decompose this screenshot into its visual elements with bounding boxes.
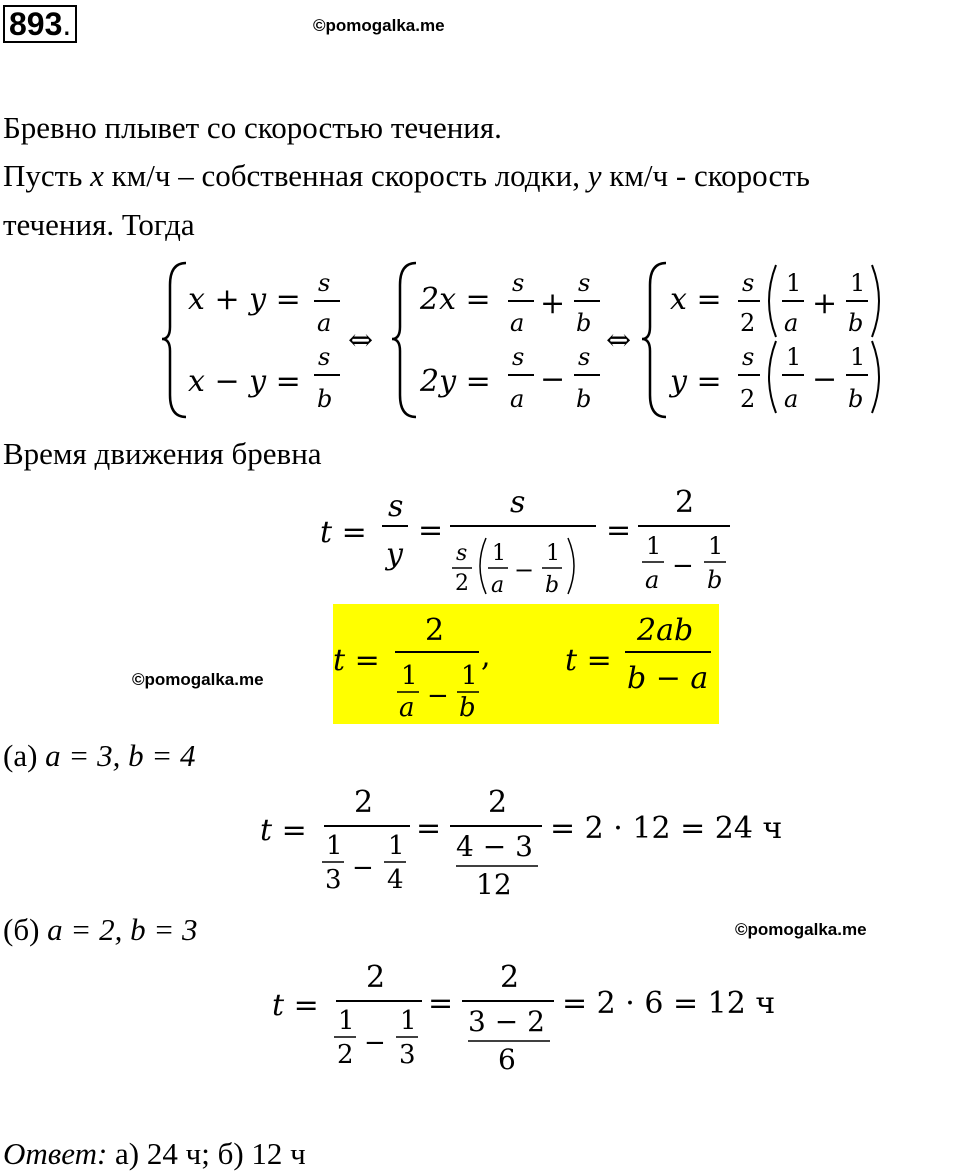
svg-text:−: −	[812, 362, 838, 397]
svg-text:b: b	[848, 309, 864, 337]
answer: Ответ: а) 24 ч; б) 12 ч	[3, 1136, 306, 1171]
svg-text:−: −	[672, 551, 694, 581]
svg-text:s: s	[742, 343, 755, 371]
watermark-top: ©pomogalka.me	[313, 16, 445, 35]
sys1-eq2-num: s	[318, 343, 331, 371]
log-time-heading: Время движения бревна	[3, 436, 322, 471]
svg-text:=: =	[418, 513, 444, 548]
svg-text:2: 2	[740, 385, 756, 413]
svg-text:3: 3	[399, 1040, 416, 1070]
svg-text:t =: t =	[272, 988, 319, 1023]
sys1-eq1-lhs: x + y =	[188, 282, 301, 317]
svg-text:2: 2	[455, 571, 469, 596]
sys1-eq1-den: a	[317, 309, 332, 337]
svg-text:s: s	[388, 489, 404, 524]
svg-text:1: 1	[338, 1006, 355, 1036]
watermark-bottom: ©pomogalka.me	[735, 920, 867, 939]
svg-text:1: 1	[786, 343, 802, 371]
svg-text:2: 2	[488, 785, 508, 820]
svg-text:2: 2	[425, 613, 445, 648]
svg-text:b: b	[576, 309, 592, 337]
svg-text:t =: t =	[320, 515, 367, 550]
svg-text:= 2 · 6 = 12 ч: = 2 · 6 = 12 ч	[562, 986, 776, 1021]
svg-text:1: 1	[786, 269, 802, 297]
svg-text:−: −	[514, 556, 535, 584]
sys1-eq1-num: s	[318, 269, 331, 297]
svg-text:a: a	[510, 309, 525, 337]
svg-text:s: s	[742, 269, 755, 297]
svg-text:a: a	[784, 385, 799, 413]
svg-text:1: 1	[850, 269, 866, 297]
svg-text:a: a	[645, 566, 660, 594]
svg-text:1: 1	[401, 661, 418, 691]
svg-text:2: 2	[740, 309, 756, 337]
svg-text:1: 1	[546, 541, 560, 566]
svg-text:=: =	[606, 513, 632, 548]
svg-text:b: b	[459, 693, 476, 723]
svg-text:=: =	[428, 986, 454, 1021]
case-b-condition: (б) a = 2, b = 3	[3, 912, 198, 947]
svg-text:2: 2	[500, 960, 520, 995]
svg-text:y: y	[386, 537, 403, 572]
svg-text:b − a: b − a	[627, 661, 709, 696]
svg-text:a: a	[784, 309, 799, 337]
svg-text:2: 2	[337, 1040, 354, 1070]
svg-text:2: 2	[366, 960, 386, 995]
time-formula	[300, 478, 760, 602]
svg-text:−: −	[427, 681, 449, 711]
svg-text:a: a	[399, 693, 415, 723]
svg-text:b: b	[707, 566, 723, 594]
calc-a-formula	[250, 780, 810, 904]
svg-text:b: b	[545, 573, 560, 598]
text-line-2: Пусть x км/ч – собственная скорость лодки, y км/ч - скорость	[3, 158, 810, 193]
svg-text:,: ,	[481, 639, 491, 674]
svg-text:= 2 · 12 = 24 ч: = 2 · 12 = 24 ч	[550, 811, 783, 846]
svg-text:2ab: 2ab	[637, 613, 694, 648]
svg-text:6: 6	[498, 1043, 516, 1076]
svg-text:b: b	[848, 385, 864, 413]
svg-text:1: 1	[388, 831, 405, 861]
svg-text:−: −	[352, 853, 374, 883]
svg-text:s: s	[512, 269, 525, 297]
svg-text:−: −	[540, 362, 566, 397]
svg-text:3 − 2: 3 − 2	[468, 1005, 545, 1038]
svg-text:=: =	[416, 811, 442, 846]
sys1-eq2-den: b	[317, 385, 333, 413]
equation-systems	[0, 255, 960, 425]
svg-text:1: 1	[461, 661, 478, 691]
sys3-eq2-lhs: y =	[670, 364, 722, 399]
equiv-1: ⇔	[348, 323, 374, 358]
svg-text:t =: t =	[565, 643, 612, 678]
svg-text:2: 2	[354, 785, 374, 820]
svg-text:s: s	[510, 485, 526, 520]
svg-text:1: 1	[850, 343, 866, 371]
svg-text:s: s	[456, 541, 468, 566]
svg-text:t =: t =	[260, 813, 307, 848]
svg-text:s: s	[578, 343, 591, 371]
svg-text:1: 1	[400, 1006, 417, 1036]
svg-text:3: 3	[325, 865, 342, 895]
svg-text:4 − 3: 4 − 3	[456, 830, 533, 863]
calc-b-formula	[262, 955, 822, 1079]
equiv-2: ⇔	[606, 323, 632, 358]
svg-text:s: s	[578, 269, 591, 297]
svg-text:12: 12	[476, 868, 512, 901]
svg-text:1: 1	[326, 831, 343, 861]
sys3-eq1-lhs: x =	[670, 282, 722, 317]
sys2-eq2-lhs: 2y =	[420, 364, 491, 399]
svg-text:1: 1	[708, 532, 724, 560]
svg-text:1: 1	[646, 532, 662, 560]
text-line-1: Бревно плывет со скоростью течения.	[3, 110, 502, 145]
svg-text:2: 2	[675, 485, 695, 520]
svg-text:b: b	[576, 385, 592, 413]
svg-text:1: 1	[492, 541, 506, 566]
svg-text:t =: t =	[333, 643, 380, 678]
text-line-3: течения. Тогда	[3, 207, 195, 242]
svg-text:+: +	[812, 286, 838, 321]
watermark-middle: ©pomogalka.me	[132, 670, 264, 689]
svg-text:+: +	[540, 286, 566, 321]
svg-text:a: a	[491, 573, 505, 598]
sys1-eq2-lhs: x − y =	[188, 364, 301, 399]
problem-number: 893.	[3, 5, 77, 43]
svg-text:s: s	[512, 343, 525, 371]
svg-text:−: −	[364, 1028, 386, 1058]
svg-text:4: 4	[387, 865, 404, 895]
boxed-result	[333, 604, 719, 724]
svg-text:a: a	[510, 385, 525, 413]
case-a-condition: (а) a = 3, b = 4	[3, 738, 196, 773]
sys2-eq1-lhs: 2x =	[420, 282, 491, 317]
